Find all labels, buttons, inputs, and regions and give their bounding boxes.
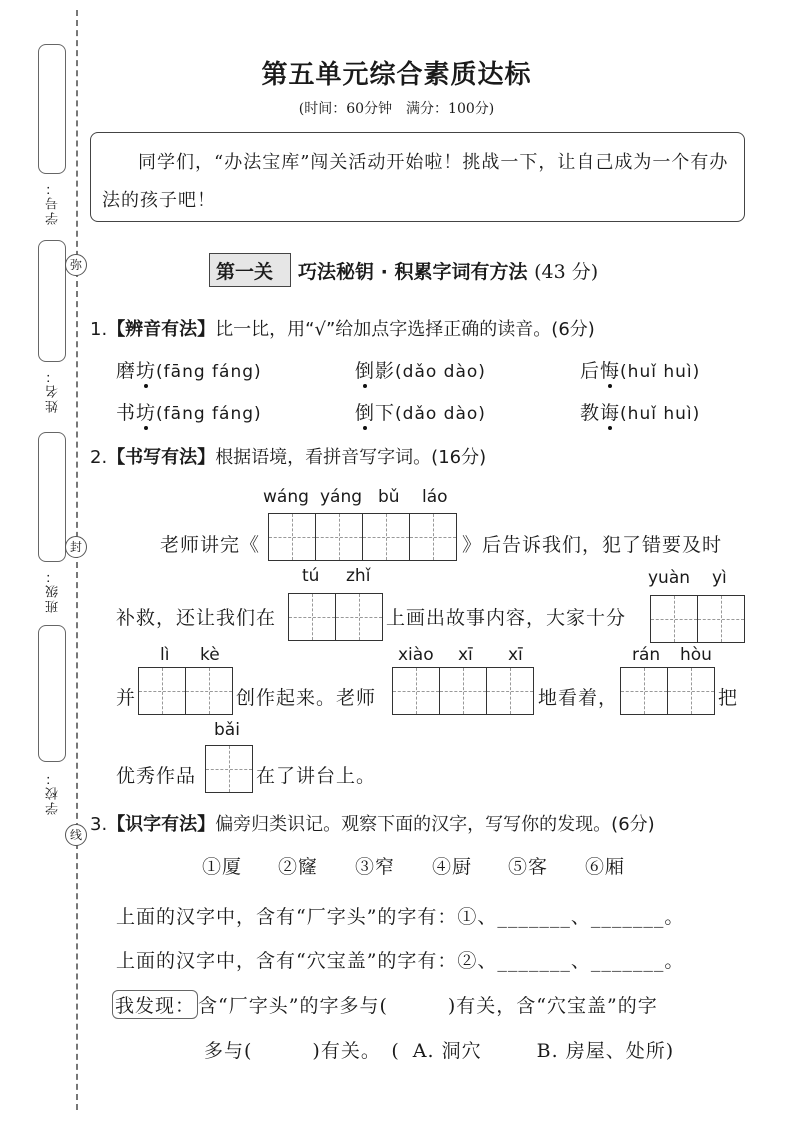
pinyin-yang: yáng bbox=[320, 487, 363, 507]
q1-item-4-char: 书 bbox=[116, 402, 137, 424]
grid-cell[interactable] bbox=[667, 668, 714, 714]
q1-item-5-dotted: 倒 bbox=[355, 402, 376, 424]
q2-line1-b: 》后告诉我们，犯了错要及时 bbox=[462, 534, 723, 556]
option-a: A. 洞穴 bbox=[412, 1040, 482, 1062]
q1-item-4-pinyin: (fāng fáng) bbox=[156, 404, 262, 424]
class-box[interactable] bbox=[38, 432, 66, 562]
grid-cell[interactable] bbox=[393, 668, 439, 714]
grid-cell[interactable] bbox=[335, 594, 382, 640]
level-name: 第一关 bbox=[216, 261, 274, 283]
q1-item-4[interactable] bbox=[116, 398, 262, 425]
found-label: 我发现： bbox=[112, 990, 198, 1019]
q1-item-5[interactable] bbox=[355, 398, 486, 425]
q2-line3-a: 并 bbox=[116, 687, 137, 709]
answer-grid-xiaoxixi[interactable] bbox=[392, 667, 534, 715]
pinyin-xi-1: xī bbox=[458, 645, 473, 665]
level-title bbox=[298, 257, 598, 284]
q1-text: 比一比，用“√”给加点字选择正确的读音。(6分) bbox=[215, 319, 595, 340]
intro-text: 同学们，“办法宝库”闯关活动开始啦！挑战一下，让自己成为一个有办法的孩子吧！ bbox=[102, 152, 729, 211]
q1-tag: 【辨音有法】 bbox=[107, 319, 216, 340]
q1-item-3-dotted: 悔 bbox=[600, 360, 621, 382]
answer-grid-like[interactable] bbox=[138, 667, 233, 715]
grid-cell[interactable] bbox=[651, 596, 697, 642]
grid-cell[interactable] bbox=[206, 746, 252, 792]
pinyin-ke: kè bbox=[200, 645, 220, 665]
q3-line1[interactable]: 上面的汉字中，含有“厂字头”的字有：①、_______、_______。 bbox=[116, 906, 685, 928]
pinyin-bai: bǎi bbox=[214, 720, 240, 740]
q1-item-5-pinyin: (dǎo dào) bbox=[395, 404, 486, 424]
q1-item-1-char: 磨 bbox=[116, 360, 137, 382]
q3-char-6: ⑥厢 bbox=[585, 856, 626, 878]
q1-item-6-pinyin: (huǐ huì) bbox=[620, 404, 701, 424]
answer-grid-yuanyi[interactable] bbox=[650, 595, 745, 643]
q2-line3-c: 地看着， bbox=[538, 687, 619, 709]
grid-cell[interactable] bbox=[289, 594, 335, 640]
q1-item-2[interactable] bbox=[355, 356, 486, 383]
q1-item-3-char: 后 bbox=[580, 360, 601, 382]
q1-item-1-pinyin: (fāng fáng) bbox=[156, 362, 262, 382]
grid-cell[interactable] bbox=[185, 668, 232, 714]
q3-number: 3. bbox=[90, 814, 108, 835]
q3-heading bbox=[90, 810, 655, 836]
grid-cell[interactable] bbox=[621, 668, 667, 714]
pinyin-lao: láo bbox=[422, 487, 448, 507]
q3-line2[interactable]: 上面的汉字中，含有“穴宝盖”的字有：②、_______、_______。 bbox=[116, 950, 685, 972]
q2-line4-a: 优秀作品 bbox=[116, 765, 197, 787]
q3-char-4: ④厨 bbox=[432, 856, 473, 878]
q2-heading bbox=[90, 443, 486, 469]
seal-xian: 线 bbox=[65, 824, 87, 846]
grid-cell[interactable] bbox=[315, 514, 362, 560]
q2-line3-d: 把 bbox=[718, 687, 739, 709]
q1-item-4-dotted: 坊 bbox=[136, 402, 157, 424]
pinyin-hou: hòu bbox=[680, 645, 712, 665]
page-subtitle: (时间：60分钟 满分：100分) bbox=[298, 101, 495, 117]
pinyin-li: lì bbox=[160, 645, 170, 665]
answer-grid-bai[interactable] bbox=[205, 745, 253, 793]
grid-cell[interactable] bbox=[139, 668, 185, 714]
pinyin-yi: yì bbox=[712, 568, 727, 588]
q1-item-2-dotted: 倒 bbox=[355, 360, 376, 382]
grid-cell[interactable] bbox=[409, 514, 456, 560]
answer-grid-tuzhi[interactable] bbox=[288, 593, 383, 641]
school-box[interactable] bbox=[38, 625, 66, 762]
q1-item-3-pinyin: (huǐ huì) bbox=[620, 362, 701, 382]
pinyin-zhi: zhǐ bbox=[346, 566, 371, 586]
q3-found-row1 bbox=[112, 990, 658, 1019]
q2-line4-b: 在了讲台上。 bbox=[256, 765, 377, 787]
binding-dashed-line bbox=[76, 10, 78, 1110]
pinyin-tu: tú bbox=[302, 566, 320, 586]
grid-cell[interactable] bbox=[439, 668, 486, 714]
q3-char-5: ⑤客 bbox=[508, 856, 549, 878]
level-score: (43 分) bbox=[534, 261, 599, 283]
q3-char-2: ②窿 bbox=[278, 856, 319, 878]
q2-number: 2. bbox=[90, 447, 108, 468]
answer-grid-wangyangbulao[interactable] bbox=[268, 513, 457, 561]
seal-mi: 弥 bbox=[65, 254, 87, 276]
q1-item-5-char: 下 bbox=[375, 402, 396, 424]
q1-item-2-pinyin: (dǎo dào) bbox=[395, 362, 486, 382]
level-title-text: 巧法秘钥 · 积累字词有方法 bbox=[298, 261, 528, 283]
answer-grid-ranhou[interactable] bbox=[620, 667, 715, 715]
option-b: B. 房屋、处所) bbox=[536, 1040, 675, 1062]
q1-heading bbox=[90, 315, 595, 341]
q1-item-3[interactable] bbox=[580, 356, 700, 383]
q1-item-1[interactable] bbox=[116, 356, 262, 383]
pinyin-wang: wáng bbox=[263, 487, 309, 507]
q1-item-6[interactable] bbox=[580, 398, 700, 425]
grid-cell[interactable] bbox=[486, 668, 533, 714]
found-text-1[interactable]: 含“厂字头”的字多与( )有关，含“穴宝盖”的字 bbox=[198, 995, 658, 1017]
q1-item-6-char: 教 bbox=[580, 402, 601, 424]
q2-line2-b: 上画出故事内容，大家十分 bbox=[386, 607, 627, 629]
q2-text: 根据语境，看拼音写字词。(16分) bbox=[215, 447, 487, 468]
found-text-2[interactable]: 多与( )有关。 ( bbox=[204, 1040, 400, 1062]
name-box[interactable] bbox=[38, 240, 66, 362]
school-label: 学校： bbox=[46, 770, 61, 815]
q1-item-6-dotted: 诲 bbox=[600, 402, 621, 424]
q1-item-1-dotted: 坊 bbox=[136, 360, 157, 382]
pinyin-xiao: xiào bbox=[398, 645, 434, 665]
student-id-label: 学号： bbox=[46, 180, 61, 225]
q2-line3-b: 创作起来。老师 bbox=[236, 687, 377, 709]
q2-tag: 【书写有法】 bbox=[107, 447, 216, 468]
q2-line1-a: 老师讲完《 bbox=[160, 534, 261, 556]
q1-item-2-char: 影 bbox=[375, 360, 396, 382]
pinyin-yuan: yuàn bbox=[648, 568, 691, 588]
q3-found-row2 bbox=[204, 1036, 674, 1063]
pinyin-ran: rán bbox=[632, 645, 661, 665]
name-label: 姓名： bbox=[46, 368, 61, 413]
grid-cell[interactable] bbox=[362, 514, 409, 560]
q3-char-1: ①厦 bbox=[202, 856, 243, 878]
q3-tag: 【识字有法】 bbox=[107, 814, 216, 835]
page-title: 第五单元综合素质达标 bbox=[261, 60, 532, 90]
q1-number: 1. bbox=[90, 319, 108, 340]
pinyin-xi-2: xī bbox=[508, 645, 523, 665]
q3-char-3: ③窄 bbox=[355, 856, 396, 878]
class-label: 班级： bbox=[46, 568, 61, 613]
grid-cell[interactable] bbox=[697, 596, 744, 642]
grid-cell[interactable] bbox=[269, 514, 315, 560]
seal-feng: 封 bbox=[65, 536, 87, 558]
q2-line2-a: 补救，还让我们在 bbox=[116, 607, 277, 629]
pinyin-bu: bǔ bbox=[378, 487, 400, 507]
q3-text: 偏旁归类识记。观察下面的汉字，写写你的发现。(6分) bbox=[215, 814, 655, 835]
